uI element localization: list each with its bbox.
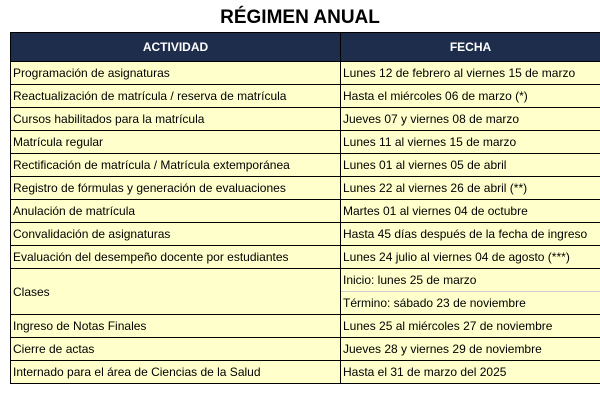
fecha-cell: Hasta el 31 de marzo del 2025: [341, 361, 600, 384]
fecha-cell: Jueves 28 y viernes 29 de noviembre: [341, 338, 600, 361]
actividad-cell: Rectificación de matrícula / Matrícula extemporánea: [11, 154, 341, 177]
table-row: [11, 108, 600, 131]
table-row: [11, 200, 600, 223]
actividad-cell: Registro de fórmulas y generación de evaluaciones: [11, 177, 341, 200]
table-row: [11, 131, 600, 154]
table-row: [11, 246, 600, 269]
table-row: [11, 154, 600, 177]
fecha-cell: Lunes 12 de febrero al viernes 15 de marzo: [341, 62, 600, 85]
actividad-cell: Cursos habilitados para la matrícula: [11, 108, 341, 131]
actividad-cell: Anulación de matrícula: [11, 200, 341, 223]
table-row: [11, 361, 600, 384]
fecha-cell: Hasta el miércoles 06 de marzo (*): [341, 85, 600, 108]
header-fecha: FECHA: [341, 33, 600, 62]
fecha-cell-clases-inicio: Inicio: lunes 25 de marzo: [341, 269, 600, 292]
header-row: [11, 33, 600, 62]
fecha-cell: Lunes 25 al miércoles 27 de noviembre: [341, 315, 600, 338]
actividad-cell: Matrícula regular: [11, 131, 341, 154]
actividad-cell: Evaluación del desempeño docente por estudiantes: [11, 246, 341, 269]
fecha-cell: Lunes 24 julio al viernes 04 de agosto (***): [341, 246, 600, 269]
fecha-cell: Jueves 07 y viernes 08 de marzo: [341, 108, 600, 131]
fecha-cell: Lunes 01 al viernes 05 de abril: [341, 154, 600, 177]
table-row: [11, 338, 600, 361]
table-row: [11, 85, 600, 108]
fecha-cell: Hasta 45 días después de la fecha de ingreso: [341, 223, 600, 246]
fecha-cell-clases-termino: Término: sábado 23 de noviembre: [341, 292, 600, 315]
actividad-cell: Internado para el área de Ciencias de la Salud: [11, 361, 341, 384]
table-row: [11, 315, 600, 338]
actividad-cell: Convalidación de asignaturas: [11, 223, 341, 246]
fecha-cell: Martes 01 al viernes 04 de octubre: [341, 200, 600, 223]
header-actividad: ACTIVIDAD: [11, 33, 341, 62]
table-row-clases: [11, 269, 600, 292]
page-title: RÉGIMEN ANUAL: [220, 7, 380, 28]
fecha-cell: Lunes 11 al viernes 15 de marzo: [341, 131, 600, 154]
actividad-cell: Ingreso de Notas Finales: [11, 315, 341, 338]
actividad-cell: Reactualización de matrícula / reserva de matrícula: [11, 85, 341, 108]
table-row: [11, 177, 600, 200]
actividad-cell: Programación de asignaturas: [11, 62, 341, 85]
fecha-cell: Lunes 22 al viernes 26 de abril (**): [341, 177, 600, 200]
schedule-table: [10, 32, 600, 384]
actividad-cell: Cierre de actas: [11, 338, 341, 361]
table-row: [11, 62, 600, 85]
actividad-cell-clases: Clases: [11, 269, 341, 315]
table-row: [11, 223, 600, 246]
